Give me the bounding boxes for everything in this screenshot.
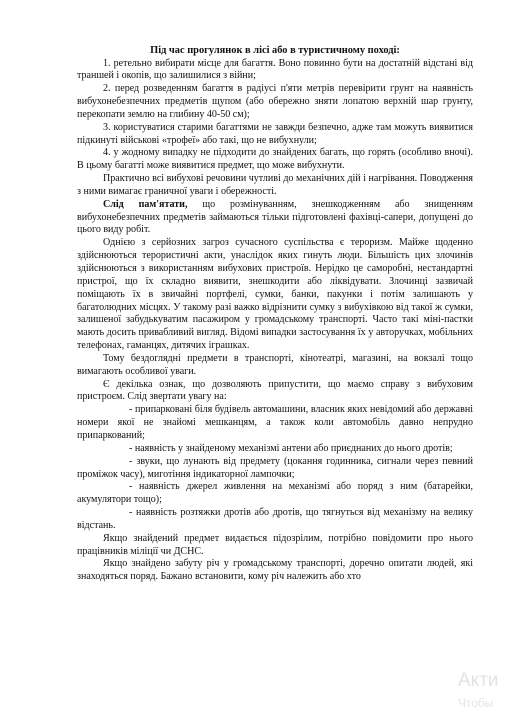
activation-watermark: Акти bbox=[458, 670, 499, 691]
paragraph: Однією з серйозних загроз сучасного суспільства є тероризм. Майже щоденно здійснюються терористичні акти, унаслідок яких гинуть люди. Більшість цих злочинів здійснюються з використанням вибухових пристроїв. Нерідко це саморобні, нестандартні пристрої, що їх складно виявити, знешкодити або ліквідувати. Злочинці зазвичай поміщають їх в звичайні портфелі, сумки, банки, пакунки і потім залишають у багатолюдних місцях. У такому разі важко відрізнити сумку з вибухівкою від такої ж сумки, залишеної забудькуватим пасажиром у громадському транспорті. Часто такі міні-пастки мають досить привабливий вигляд. Відомі випадки застосування їх у авторучках, мобільних телефонах, гаманцях, дитячих іграшках. bbox=[77, 237, 473, 352]
remember-paragraph bbox=[77, 199, 473, 238]
list-item: 2. перед розведенням багаття в радіусі п'яти метрів перевірити грунт на наявність вибухонебезпечних предметів щупом (або обережно зняти лопатою верхній шар грунту, перекопати землю на глибину 40-50 см); bbox=[77, 83, 473, 120]
sign-item: - звуки, що лунають від предмету (цокання годинника, сигнали через певний проміжок часу), миготіння індикаторної лампочки; bbox=[77, 455, 473, 480]
list-item: 1. ретельно вибирати місце для багаття. Воно повинно бути на достатній відстані від траншей і окопів, що залишилися з війни; bbox=[77, 57, 473, 82]
paragraph: Практично всі вибухові речовини чутливі до механічних дій і нагрівання. Поводження з ними вимагає граничної уваги і обережності. bbox=[77, 173, 473, 197]
remember-lead: Слід пам'ятати, bbox=[103, 198, 188, 210]
paragraph: Якщо знайдений предмет видається підозрілим, потрібно повідомити про нього працівників міліції чи ДСНС. bbox=[77, 532, 473, 557]
paragraph: Тому бездоглядні предмети в транспорті, кінотеатрі, магазині, на вокзалі тощо вимагають особливої уваги. bbox=[77, 352, 473, 377]
remember-text: що розмінуванням, знешкодженням або знищенням вибухонебезпечних предметів займаються тільки підготовлені фахівці-сапери, допущені до цього виду робіт. bbox=[77, 198, 473, 236]
sign-item: - наявність джерел живлення на механізмі або поряд з ним (батарейки, акумулятори тощо); bbox=[77, 481, 473, 506]
sign-item: - наявність у знайденому механізмі антени або приєднаних до нього дротів; bbox=[129, 442, 453, 454]
page-title: Під час прогулянок в лісі або в туристичному поході: bbox=[150, 45, 400, 56]
paragraph: Є декілька ознак, що дозволяють припустити, що маємо справу з вибуховим пристроєм. Слід звертати увагу на: bbox=[77, 378, 473, 403]
document-page bbox=[77, 44, 473, 584]
list-item: 4. у жодному випадку не підходити до знайдених багать, що горять (особливо вночі). В цьому багатті може виявитися предмет, що може вибухнути. bbox=[77, 147, 473, 172]
sign-item: - наявність розтяжки дротів або дротів, що тягнуться від механізму на велику відстань. bbox=[77, 507, 473, 531]
sign-item: - припарковані біля будівель автомашини, власник яких невідомий або державні номери якої не знайомі мешканцям, а також коли автомобіль давно непрудно припаркований; bbox=[77, 404, 473, 441]
list-item: 3. користуватися старими багаттями не завжди безпечно, адже там можуть виявитися підкинуті військові «трофеї» або такі, що не вибухнули; bbox=[77, 121, 473, 146]
activation-watermark-subtext: Чтобы bbox=[458, 696, 494, 710]
paragraph: Якщо знайдено забуту річ у громадському транспорті, доречно опитати людей, які знаходяться поряд. Бажано встановити, кому річ належить або хто bbox=[77, 558, 473, 583]
